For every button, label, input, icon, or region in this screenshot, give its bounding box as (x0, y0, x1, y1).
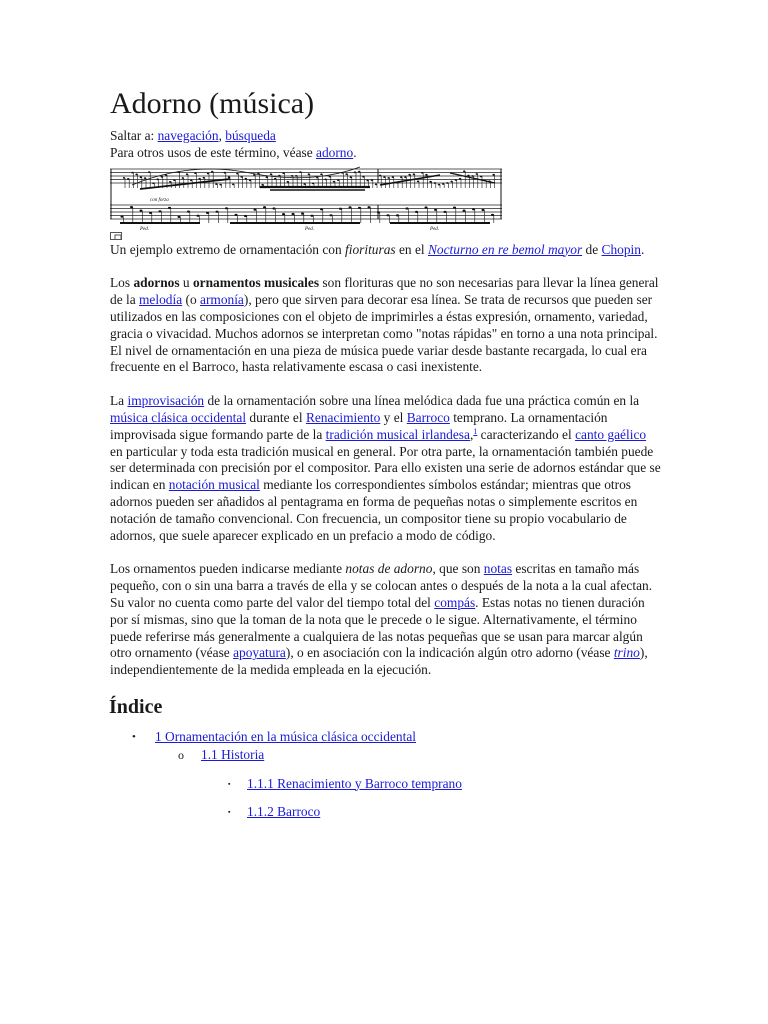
caption-text: de (582, 241, 602, 257)
table-of-contents (110, 729, 662, 821)
italic-term: notas de adorno (345, 561, 433, 577)
toc-link-1-1[interactable]: 1.1 Historia (201, 746, 265, 762)
paragraph-text: de la ornamentación sobre una línea melódica dada fue una práctica común en la (204, 393, 640, 409)
bullet-square-icon: ▪ (228, 779, 231, 788)
toc-link-1-1-1[interactable]: 1.1.1 Renacimiento y Barroco temprano (247, 775, 462, 791)
article (110, 86, 662, 821)
notas-link[interactable]: notas (483, 561, 513, 577)
paragraph-text: en particular y toda esta tradición musical en general. Por otra parte, la ornamentación también puede ser determinada con precisión por el compositor. Para ello existen una serie de adornos estándar que se indican en (110, 443, 661, 493)
paragraph-text: durante el (246, 409, 306, 425)
adorno-link[interactable]: adorno (316, 144, 354, 160)
armonia-link[interactable]: armonía (200, 292, 244, 308)
score-pedal-mark-3: Ped. (430, 226, 440, 231)
paragraph-text: (o (182, 292, 200, 308)
barroco-link[interactable]: Barroco (406, 409, 450, 425)
disambiguation-note (110, 145, 662, 162)
score-barlines (111, 169, 501, 219)
jump-prefix: Saltar a: (110, 128, 158, 143)
score-pedal-mark-2: Ped. (305, 226, 315, 231)
disambiguation-end: . (353, 144, 357, 160)
musica-clasica-link[interactable]: música clásica occidental (110, 409, 247, 425)
notacion-musical-link[interactable]: notación musical (168, 477, 260, 493)
ornament-runs (120, 167, 495, 223)
improvisacion-link[interactable]: improvisación (127, 393, 205, 409)
paragraph-text: escritas en tamaño más pequeño, con o sin una barra a través de ella y se colocan antes o después de la nota a la cual afectan. Su valor no cuenta como parte del valor del tiempo total del (110, 561, 653, 610)
compas-link[interactable]: compás (434, 594, 476, 610)
toc-item (110, 804, 662, 821)
paragraph-text: u (179, 275, 193, 291)
paragraph-improvisation (110, 393, 662, 544)
paragraph-text: y el (380, 409, 407, 425)
image-caption (110, 242, 662, 259)
paragraph-text: , (469, 426, 474, 442)
apoyatura-link[interactable]: apoyatura (233, 645, 286, 661)
toc-item (110, 747, 662, 764)
jump-links (110, 128, 662, 145)
melodia-link[interactable]: melodía (139, 292, 183, 308)
search-link[interactable]: búsqueda (225, 128, 276, 143)
chopin-score-image[interactable] (110, 165, 502, 231)
paragraph-text: , que son (432, 561, 484, 577)
toc-link-1-1-2[interactable]: 1.1.2 Barroco (247, 804, 321, 820)
score-pedal-mark-1: Ped. (140, 226, 150, 231)
caption-text: Un ejemplo extremo de ornamentación con (110, 241, 345, 257)
bold-term: adornos (133, 275, 180, 291)
staff-lines (110, 169, 502, 219)
paragraph-text: ), independientemente de la medida empleada en la ejecución. (110, 645, 648, 678)
paragraph-text: Los ornamentos pueden indicarse mediante (110, 561, 346, 577)
paragraph-text: . Estas notas no tienen duración por sí mismas, sino que la toman de la nota que le precede o le sigue. Alternativamente, el término puede referirse más generalmente a cualquiera de las notas pequeñas que se usan para marcar algún otro ornamento (véase (110, 594, 645, 661)
disambiguation-text: Para otros usos de este término, véase (110, 144, 317, 160)
paragraph-text: Los (110, 275, 134, 291)
canto-gaelico-link[interactable]: canto gaélico (575, 426, 647, 442)
enlarge-icon[interactable] (110, 232, 122, 240)
paragraph-text: ), o en asociación con la indicación algún otro adorno (véase (285, 645, 614, 661)
paragraph-text: La (110, 393, 128, 409)
paragraph-text: ), pero que sirven para decorar esa línea. Se trata de recursos que pueden ser utilizados en las composiciones con el objeto de imprimirles a éstas expresión, ornamento, variedad, gracia o vivacidad. Muchos adornos se interpretan como "notas rápidas" en torno a una nota principal. El nivel de ornamentación en una pieza de música puede variar desde bastante recargada, lo cual era frecuente en el Barroco, hasta relativamente escasa o casi inexistente. (110, 292, 658, 375)
caption-emphasis: fiorituras (345, 241, 396, 257)
reference-1-link[interactable]: 1 (473, 426, 478, 436)
paragraph-intro (110, 275, 662, 376)
toc-item (110, 729, 662, 746)
bullet-square-icon: ▪ (228, 808, 231, 817)
paragraph-grace-notes (110, 561, 662, 679)
paragraph-text: son florituras que no son necesarias para llevar la línea general de la (110, 275, 659, 308)
navigation-link[interactable]: navegación (157, 128, 219, 143)
bullet-disc-icon: • (132, 730, 136, 743)
nocturne-link[interactable]: Nocturno en re bemol mayor (427, 241, 583, 257)
trino-link[interactable]: trino (613, 645, 640, 661)
score-dynamic-label: con forza (150, 197, 169, 203)
chopin-link[interactable]: Chopin (601, 241, 641, 257)
toc-heading: Índice (109, 695, 163, 718)
toc-item (110, 776, 662, 793)
paragraph-text: mediante los correspondientes símbolos estándar; mientras que otros adornos pueden ser añadidos al pentagrama en forma de pequeñas notas o simplemente escritos en notación de tamaño convencional. Con frecuencia, un compositor tiene su propio vocabulario de adornos, que suele aparecer explicado en un prefacio a modo de código. (110, 477, 638, 543)
caption-text: . (640, 241, 645, 257)
page-title: Adorno (música) (110, 87, 315, 120)
paragraph-text: temprano. La ornamentación improvisada sigue formando parte de la (110, 409, 608, 442)
jump-separator: , (218, 128, 226, 143)
caption-text: en el (395, 241, 428, 257)
bullet-circle-icon: o (178, 747, 184, 762)
paragraph-text: caracterizando el (477, 426, 576, 442)
toc-link-1[interactable]: 1 Ornamentación en la música clásica occidental (155, 728, 416, 744)
tradicion-irlandesa-link[interactable]: tradición musical irlandesa (325, 426, 470, 442)
bold-term: ornamentos musicales (192, 275, 320, 291)
renacimiento-link[interactable]: Renacimiento (305, 409, 381, 425)
